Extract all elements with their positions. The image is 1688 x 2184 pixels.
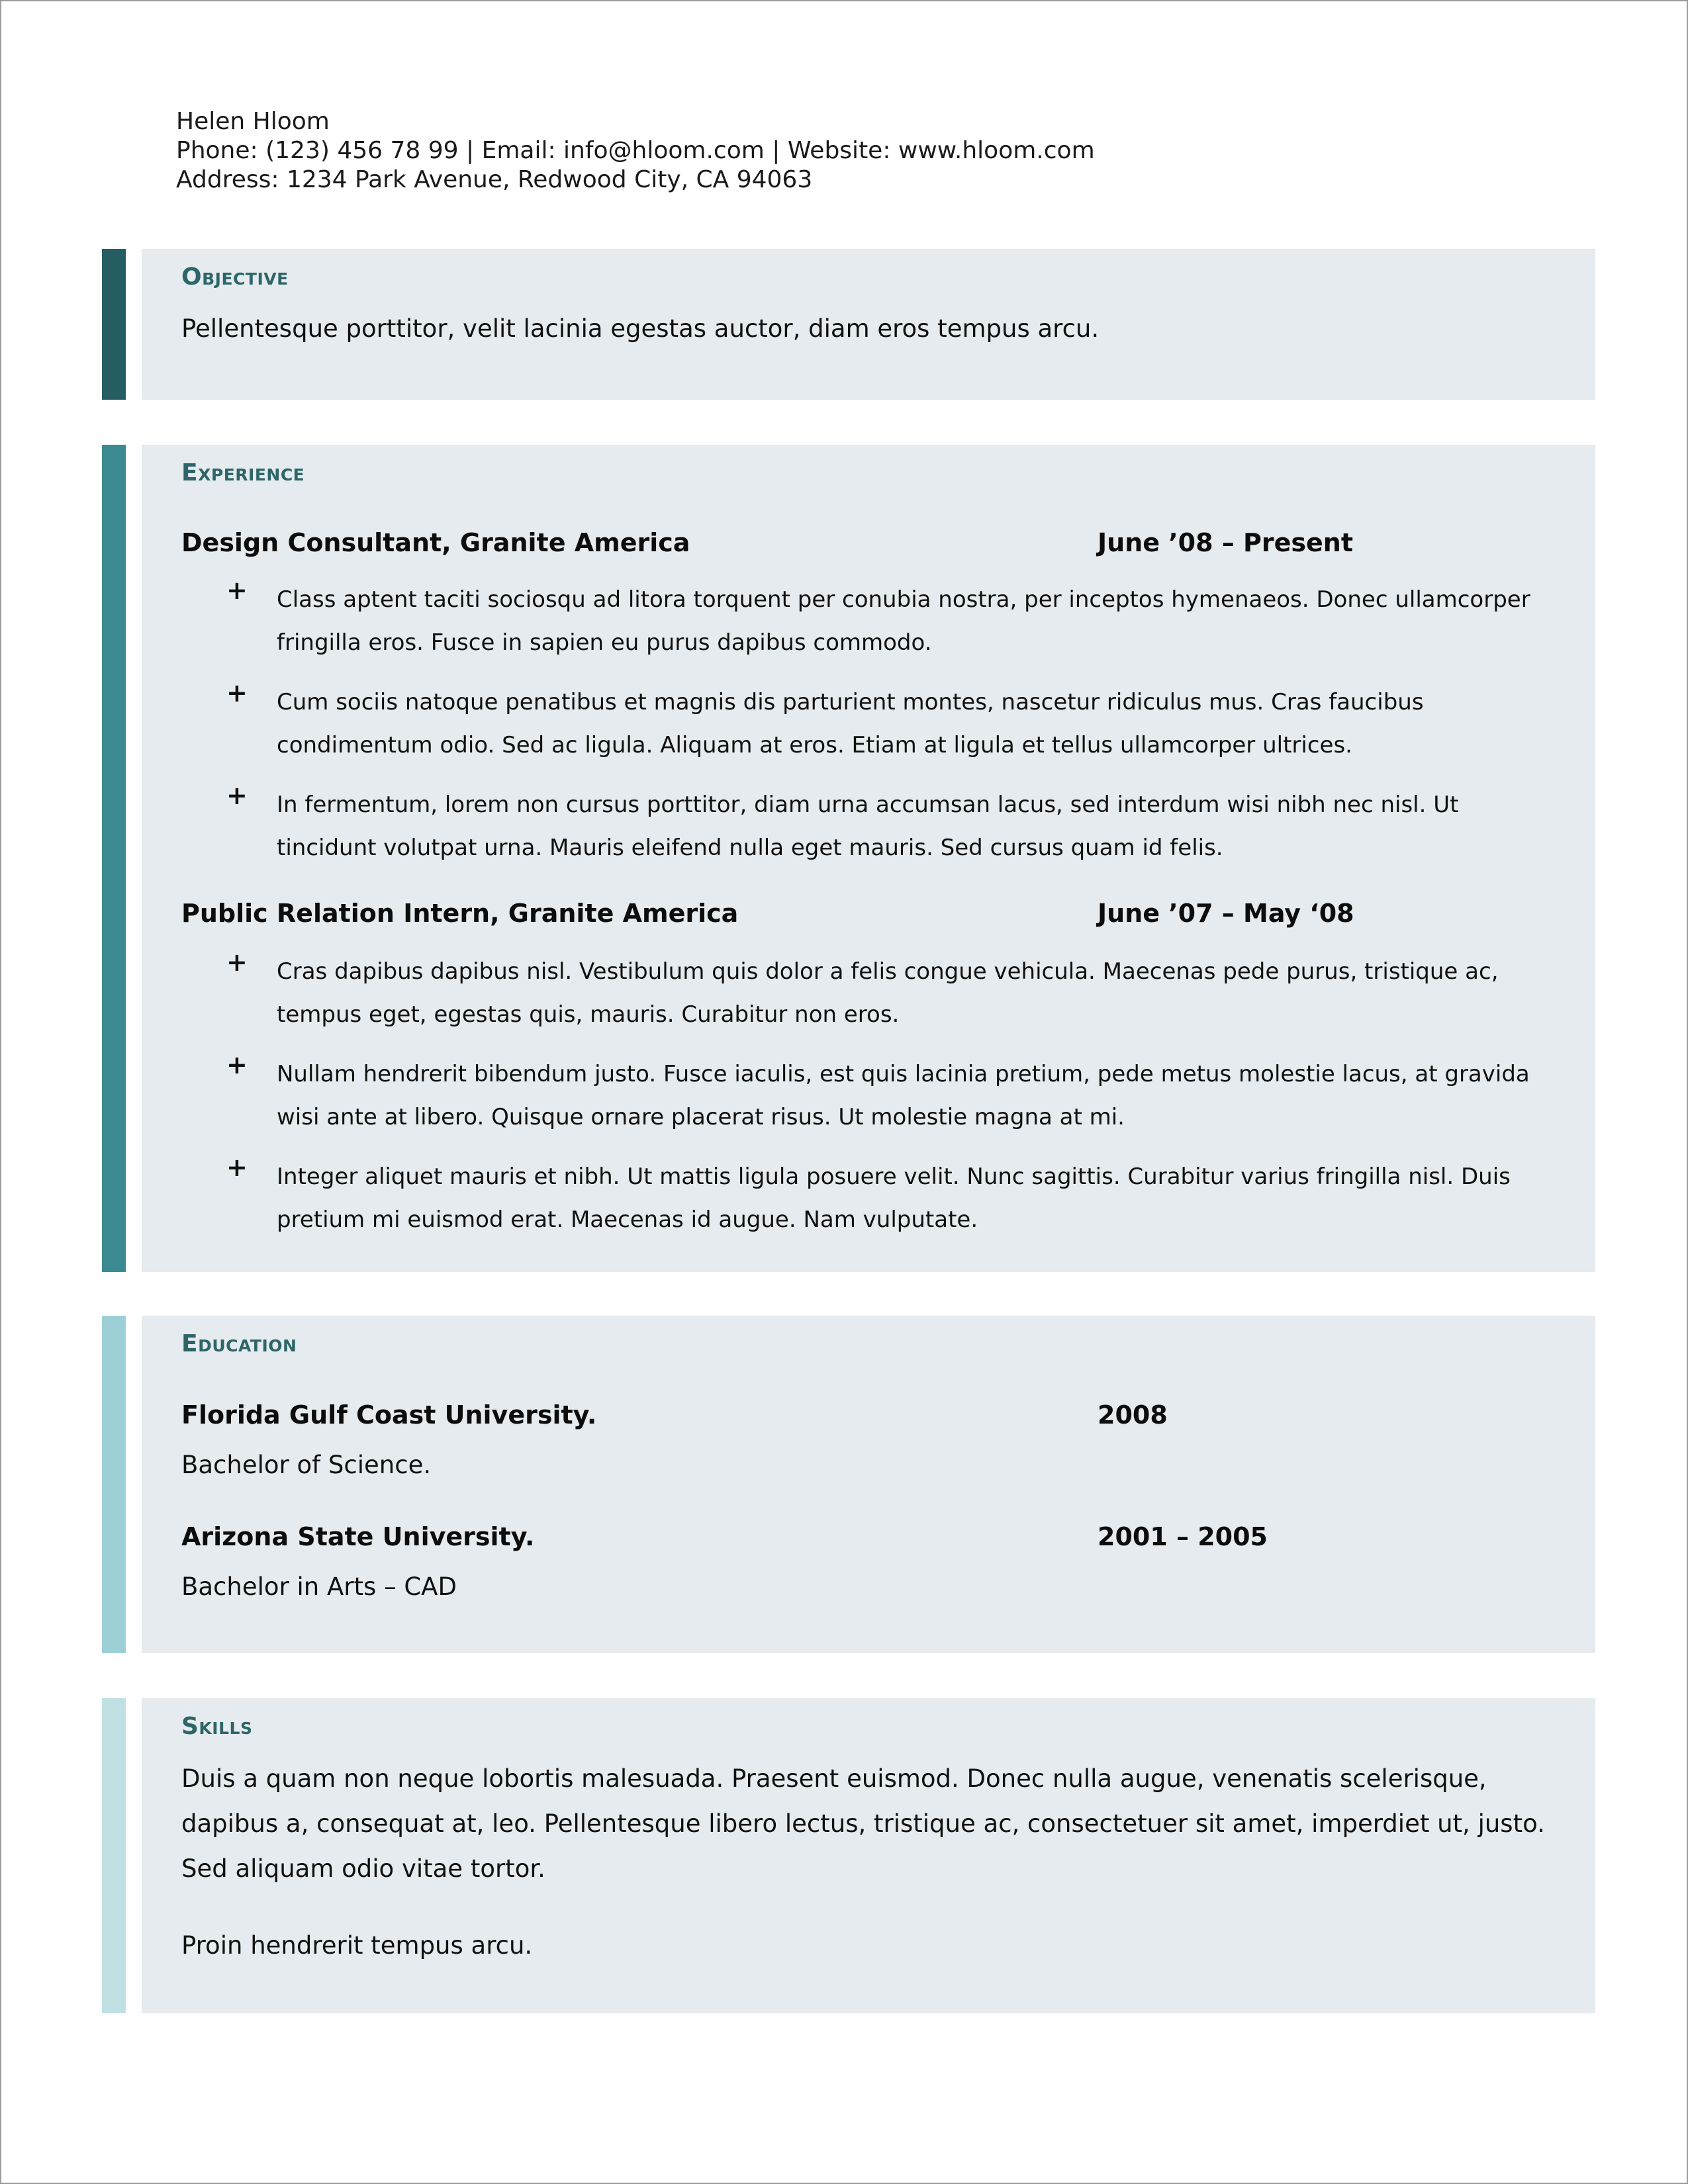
contact-line: Phone: (123) 456 78 99 | Email: info@hloom.com | Website: www.hloom.com — [176, 137, 1095, 164]
experience-accent-bar — [102, 445, 126, 1272]
bullet-text: Class aptent taciti sociosqu ad litora torquent per conubia nostra, per inceptos hymenaeos. Donec ullamcorper fringilla eros. Fusce in sapien eu purus dapibus commodo. — [277, 586, 1530, 656]
plus-icon: + — [226, 576, 248, 605]
bullet-text: Cum sociis natoque penatibus et magnis dis parturient montes, nascetur ridiculus mus. Cras faucibus condimentum odio. Sed ac ligula. Aliquam at eros. Etiam at ligula et tellus ullamcorper ultrices. — [277, 689, 1424, 758]
job-header — [181, 528, 1439, 568]
plus-icon: + — [226, 678, 248, 707]
job-header — [181, 899, 1439, 938]
skills-paragraph: Proin hendrerit tempus arcu. — [181, 1931, 533, 1960]
contact-header — [176, 107, 1095, 195]
education-year: 2001 – 2005 — [1098, 1522, 1268, 1551]
bullet-text: Integer aliquet mauris et nibh. Ut mattis ligula posuere velit. Nunc sagittis. Curabitur varius fringilla nisl. Duis pretium mi euismod erat. Maecenas id augue. Nam vulputate. — [277, 1163, 1511, 1233]
skills-accent-bar — [102, 1698, 126, 2013]
applicant-name: Helen Hloom — [176, 108, 330, 135]
degree: Bachelor of Science. — [181, 1451, 432, 1479]
address-line: Address: 1234 Park Avenue, Redwood City, CA 94063 — [176, 166, 813, 193]
plus-icon: + — [226, 1050, 248, 1079]
plus-icon: + — [226, 948, 248, 977]
job-dates: June ’07 – May ‘08 — [1098, 899, 1354, 928]
degree: Bachelor in Arts – CAD — [181, 1572, 457, 1601]
school-name: Florida Gulf Coast University. — [181, 1400, 597, 1430]
bullet-text: In fermentum, lorem non cursus porttitor, diam urna accumsan lacus, sed interdum wisi nibh nec nisl. Ut tincidunt volutpat urna. Mauris eleifend nulla eget mauris. Sed cursus quam id felis. — [277, 792, 1459, 861]
objective-accent-bar — [102, 249, 126, 400]
experience-heading: Experience — [181, 459, 305, 486]
job-dates: June ’08 – Present — [1098, 528, 1353, 557]
skills-heading: Skills — [181, 1713, 253, 1740]
skills-section — [102, 1698, 1595, 2013]
plus-icon: + — [226, 781, 248, 810]
education-entry-header — [181, 1522, 1439, 1562]
experience-section — [102, 445, 1595, 1272]
education-entry-header — [181, 1400, 1439, 1440]
job-title: Public Relation Intern, Granite America — [181, 899, 739, 928]
objective-text: Pellentesque porttitor, velit lacinia egestas auctor, diam eros tempus arcu. — [181, 314, 1100, 343]
school-name: Arizona State University. — [181, 1522, 535, 1551]
job-title: Design Consultant, Granite America — [181, 528, 690, 557]
education-section — [102, 1316, 1595, 1653]
bullet-text: Nullam hendrerit bibendum justo. Fusce iaculis, est quis lacinia pretium, pede metus molestie lacus, at gravida wisi ante at libero. Quisque ornare placerat risus. Ut molestie magna at mi. — [277, 1061, 1530, 1130]
bullet-text: Cras dapibus dapibus nisl. Vestibulum quis dolor a felis congue vehicula. Maecenas pede purus, tristique ac, tempus eget, egestas quis, mauris. Curabitur non eros. — [277, 958, 1499, 1028]
education-heading: Education — [181, 1330, 297, 1357]
objective-heading: Objective — [181, 263, 289, 291]
skills-paragraph: Duis a quam non neque lobortis malesuada. Praesent euismod. Donec nulla augue, venenatis scelerisque, dapibus a, consequat at, leo. Pellentesque libero lectus, tristique ac, consectetuer sit amet, imperdiet ut, justo. Sed aliquam odio vitae tortor. — [181, 1764, 1545, 1883]
education-panel — [142, 1316, 1595, 1653]
education-year: 2008 — [1098, 1400, 1168, 1430]
plus-icon: + — [226, 1153, 248, 1182]
education-accent-bar — [102, 1316, 126, 1653]
objective-section — [102, 249, 1595, 400]
